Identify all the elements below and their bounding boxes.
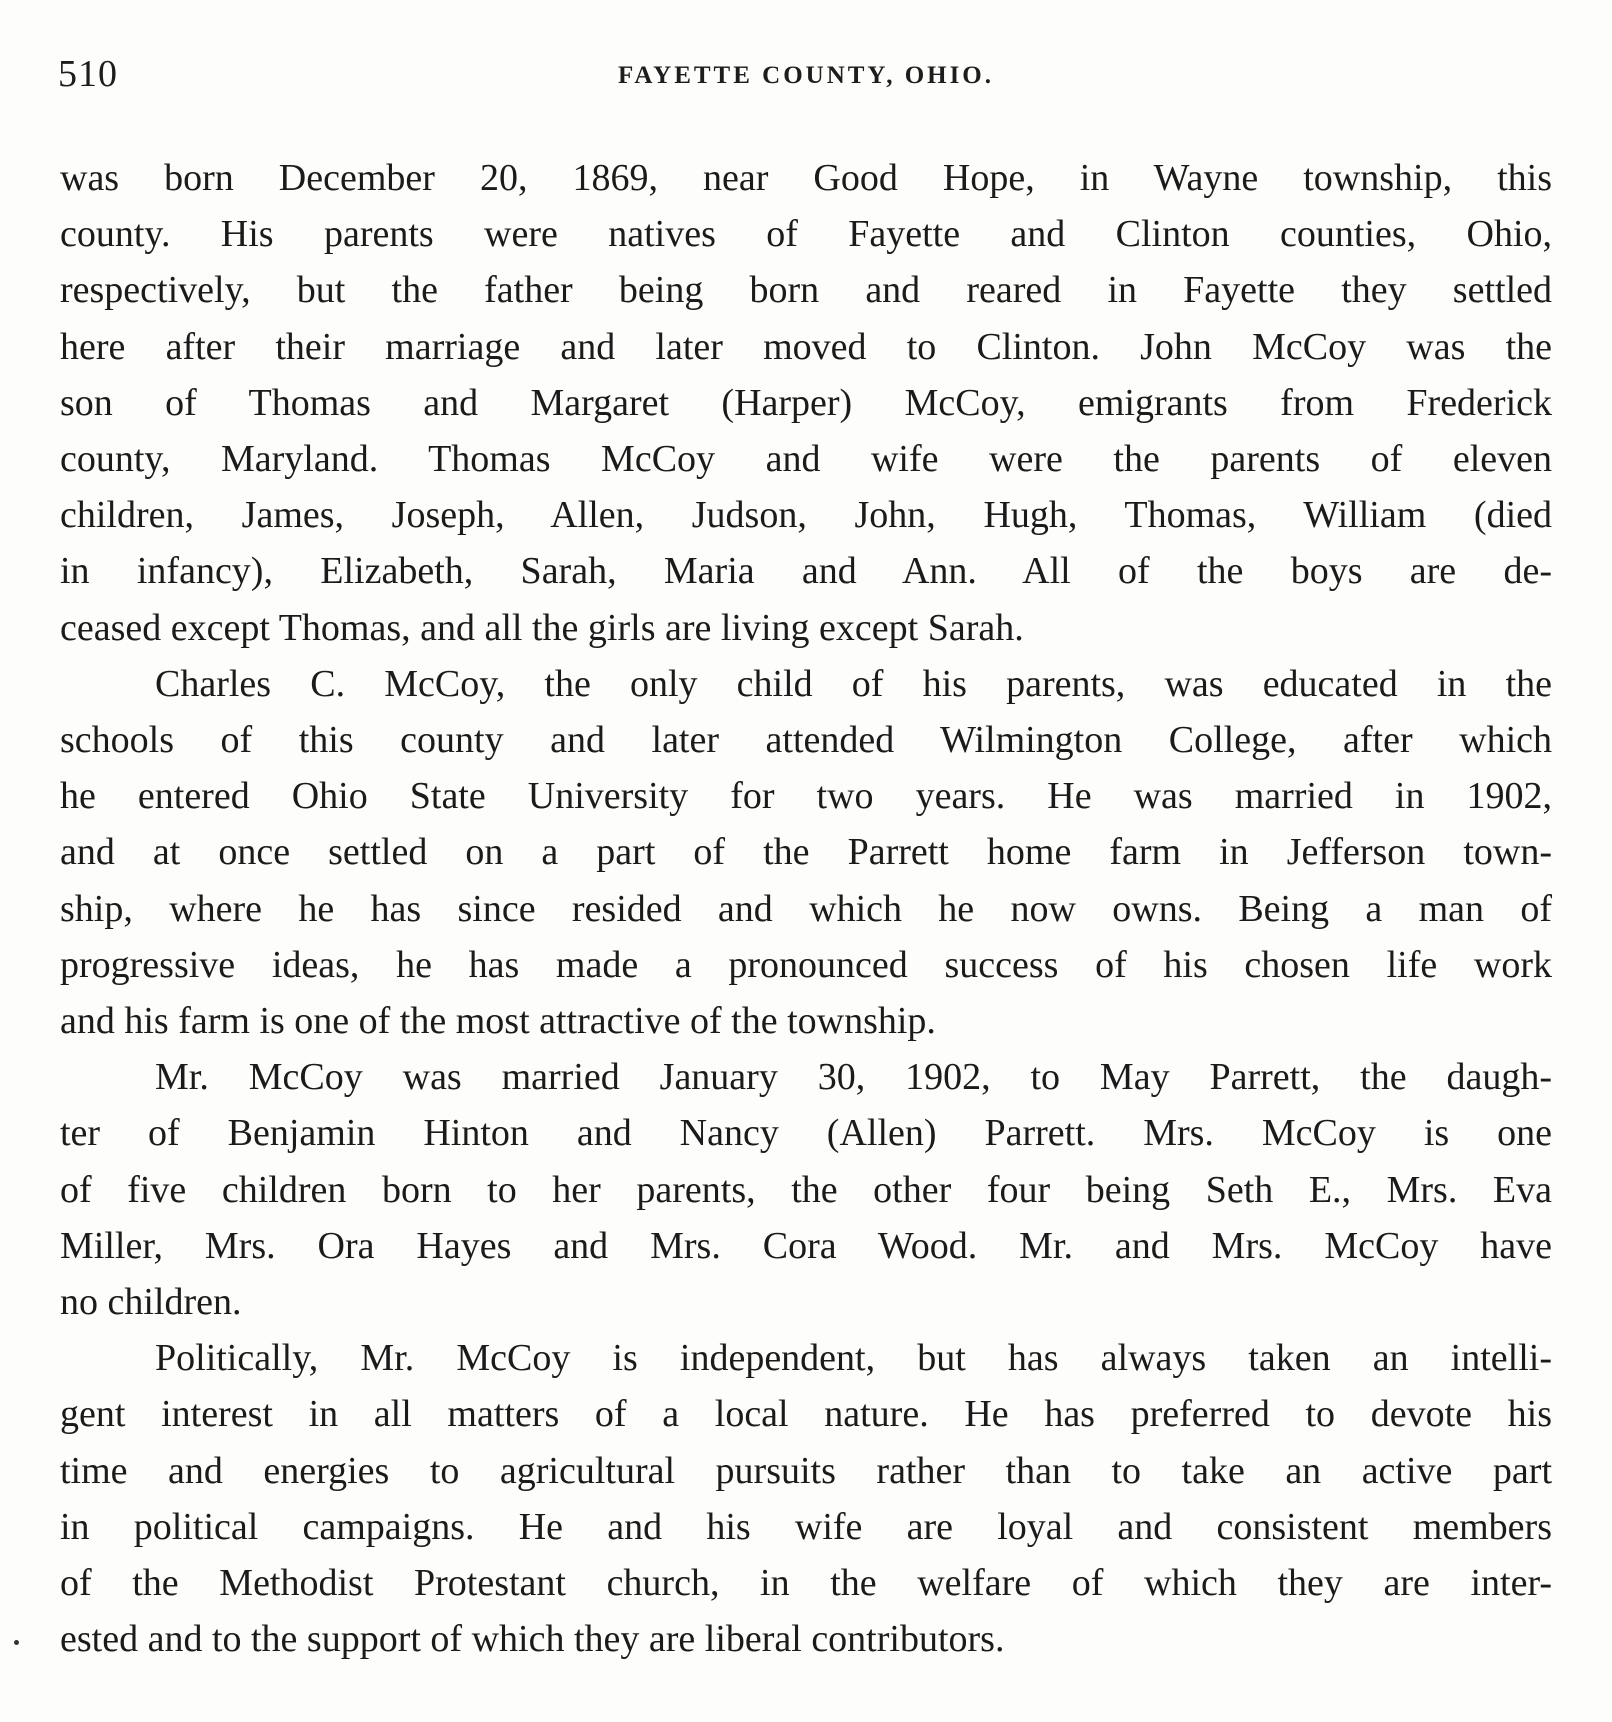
- text-line: Mr. McCoy was married January 30, 1902, to May Parrett, the daugh-: [155, 1056, 1552, 1099]
- text-line: ter of Benjamin Hinton and Nancy (Allen) Parrett. Mrs. McCoy is one: [60, 1112, 1552, 1155]
- paragraph-3: [60, 1049, 1552, 1330]
- running-head: FAYETTE COUNTY, OHIO.: [617, 62, 995, 89]
- body-text: [60, 150, 1552, 1667]
- text-line: schools of this county and later attended Wilmington College, after which: [60, 719, 1552, 762]
- text-line: was born December 20, 1869, near Good Hope, in Wayne township, this: [60, 157, 1552, 199]
- text-line: he entered Ohio State University for two years. He was married in 1902,: [60, 775, 1552, 818]
- text-line: of the Methodist Protestant church, in the welfare of which they are inter-: [60, 1562, 1552, 1605]
- text-line: time and energies to agricultural pursuits rather than to take an active part: [60, 1449, 1552, 1492]
- ink-speck: [14, 1640, 19, 1645]
- text-line: and his farm is one of the most attractive of the township.: [60, 1000, 936, 1043]
- text-line: Charles C. McCoy, the only child of his parents, was educated in the: [155, 662, 1552, 705]
- text-line: children, James, Joseph, Allen, Judson, John, Hugh, Thomas, William (died: [60, 494, 1552, 537]
- paragraph-1: [60, 150, 1552, 656]
- page-number: 510: [58, 53, 118, 95]
- text-line: ceased except Thomas, and all the girls are living except Sarah.: [60, 606, 1024, 649]
- text-line: Politically, Mr. McCoy is independent, but has always taken an intelli-: [155, 1337, 1552, 1380]
- text-line: ested and to the support of which they are liberal contributors.: [60, 1618, 1005, 1661]
- text-line: county, Maryland. Thomas McCoy and wife were the parents of eleven: [60, 438, 1552, 481]
- text-line: respectively, but the father being born and reared in Fayette they settled: [60, 269, 1552, 312]
- paragraph-4: [60, 1330, 1552, 1667]
- text-line: of five children born to her parents, the other four being Seth E., Mrs. Eva: [60, 1168, 1552, 1211]
- text-line: Miller, Mrs. Ora Hayes and Mrs. Cora Wood. Mr. and Mrs. McCoy have: [60, 1224, 1552, 1267]
- text-line: and at once settled on a part of the Parrett home farm in Jefferson town-: [60, 831, 1552, 874]
- text-line: ship, where he has since resided and which he now owns. Being a man of: [60, 887, 1552, 930]
- text-line: son of Thomas and Margaret (Harper) McCoy, emigrants from Frederick: [60, 381, 1552, 424]
- text-line: no children.: [60, 1281, 242, 1324]
- paragraph-2: [60, 656, 1552, 1049]
- text-line: county. His parents were natives of Fayette and Clinton counties, Ohio,: [60, 213, 1552, 256]
- text-line: in political campaigns. He and his wife are loyal and consistent members: [60, 1505, 1552, 1548]
- text-line: gent interest in all matters of a local nature. He has preferred to devote his: [60, 1393, 1552, 1436]
- text-line: in infancy), Elizabeth, Sarah, Maria and Ann. All of the boys are de-: [60, 550, 1552, 593]
- text-line: progressive ideas, he has made a pronounced success of his chosen life work: [60, 943, 1552, 986]
- text-line: here after their marriage and later moved to Clinton. John McCoy was the: [60, 325, 1552, 368]
